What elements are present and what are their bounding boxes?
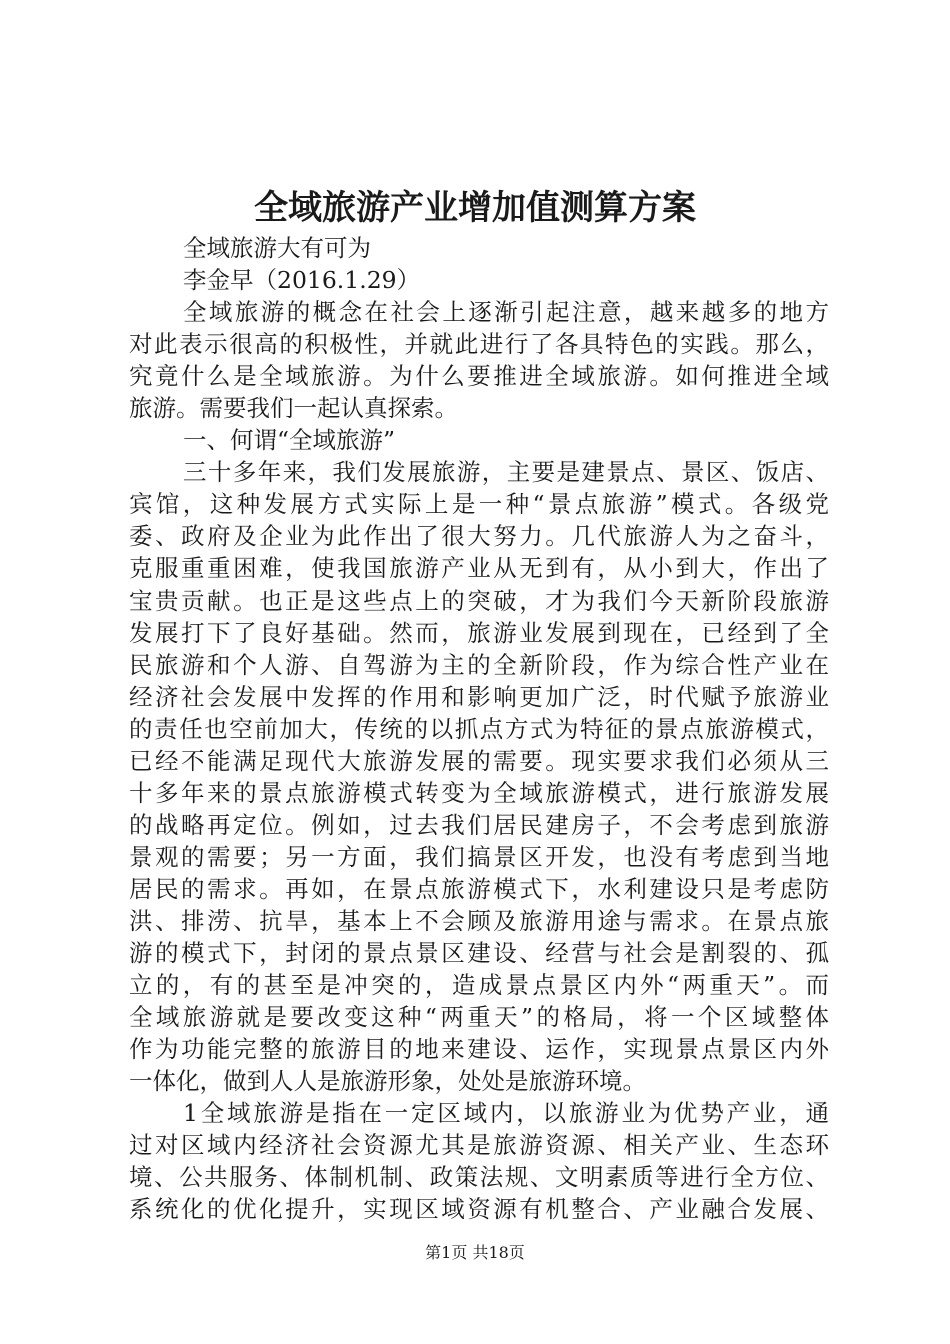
text-line: 民旅游和个人游、自驾游为主的全新阶段，作为综合性产业在 <box>129 650 829 679</box>
text-line: 究竟什么是全域旅游。为什么要推进全域旅游。如何推进全域 <box>129 362 829 391</box>
page-number-footer: 第1页 共18页 <box>425 1243 525 1262</box>
text-line: 1全域旅游是指在一定区域内，以旅游业为优势产业，通 <box>183 1099 829 1128</box>
text-line: 游的模式下，封闭的景点景区建设、经营与社会是割裂的、孤 <box>129 939 829 968</box>
text-line: 委、政府及企业为此作出了很大努力。几代旅游人为之奋斗， <box>129 522 829 551</box>
text-line: 的战略再定位。例如，过去我们居民建房子，不会考虑到旅游 <box>129 810 829 839</box>
text-line: 一体化，做到人人是旅游形象，处处是旅游环境。 <box>129 1067 646 1096</box>
text-line: 发展打下了良好基础。然而，旅游业发展到现在，已经到了全 <box>129 618 829 647</box>
text-line: 全域旅游的概念在社会上逐渐引起注意，越来越多的地方 <box>183 298 829 327</box>
text-line: 经济社会发展中发挥的作用和影响更加广泛，时代赋予旅游业 <box>129 682 829 711</box>
text-line: 三十多年来，我们发展旅游，主要是建景点、景区、饭店、 <box>183 458 829 487</box>
text-line: 已经不能满足现代大旅游发展的需要。现实要求我们必须从三 <box>129 746 829 775</box>
text-line: 景观的需要；另一方面，我们搞景区开发，也没有考虑到当地 <box>129 842 829 871</box>
text-line: 对此表示很高的积极性，并就此进行了各具特色的实践。那么， <box>129 330 829 359</box>
text-line: 克服重重困难，使我国旅游产业从无到有，从小到大，作出了 <box>129 554 829 583</box>
text-line: 过对区域内经济社会资源尤其是旅游资源、相关产业、生态环 <box>129 1131 829 1160</box>
text-line: 洪、排涝、抗旱，基本上不会顾及旅游用途与需求。在景点旅 <box>129 906 829 935</box>
text-line: 宾馆，这种发展方式实际上是一种“景点旅游”模式。各级党 <box>129 490 829 519</box>
text-line: 李金早（2016.1.29） <box>183 266 421 295</box>
text-line: 立的，有的甚至是冲突的，造成景点景区内外“两重天”。而 <box>129 971 829 1000</box>
text-line: 一、何谓“全域旅游” <box>183 426 396 455</box>
text-line: 旅游。需要我们一起认真探索。 <box>129 394 458 423</box>
text-line: 系统化的优化提升，实现区域资源有机整合、产业融合发展、 <box>129 1195 829 1224</box>
text-line: 居民的需求。再如，在景点旅游模式下，水利建设只是考虑防 <box>129 874 829 903</box>
text-line: 宝贵贡献。也正是这些点上的突破，才为我们今天新阶段旅游 <box>129 586 829 615</box>
text-line: 境、公共服务、体制机制、政策法规、文明素质等进行全方位、 <box>129 1163 829 1192</box>
text-line: 全域旅游大有可为 <box>183 234 371 262</box>
text-line: 作为功能完整的旅游目的地来建设、运作，实现景点景区内外 <box>129 1035 829 1064</box>
document-body <box>129 232 829 1225</box>
text-line: 全域旅游就是要改变这种“两重天”的格局，将一个区域整体 <box>129 1003 829 1032</box>
text-line: 的责任也空前加大，传统的以抓点方式为特征的景点旅游模式， <box>129 714 829 743</box>
document-title: 全域旅游产业增加值测算方案 <box>254 188 696 228</box>
text-line: 十多年来的景点旅游模式转变为全域旅游模式，进行旅游发展 <box>129 778 829 807</box>
